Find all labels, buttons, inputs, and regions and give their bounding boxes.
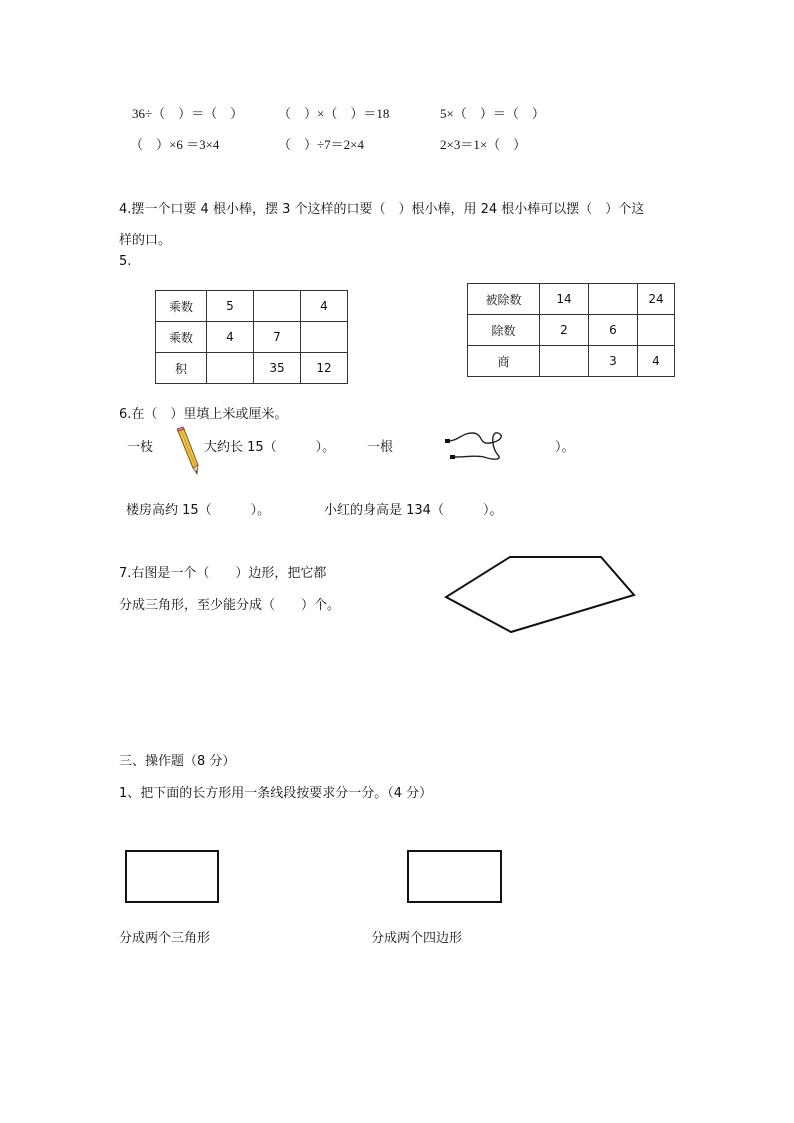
question-6-part2-suffix: ）。 [555, 440, 575, 455]
rectangle-left[interactable] [125, 850, 219, 903]
table-cell: 商 [468, 346, 540, 377]
table-cell: 4 [301, 291, 348, 322]
table-cell[interactable] [207, 353, 254, 384]
table-cell[interactable] [638, 315, 675, 346]
pentagon-shape [440, 553, 640, 637]
table-cell[interactable] [254, 291, 301, 322]
equation-2-2: （ ）÷7＝2×4 [278, 137, 364, 152]
question-4-line1: 4.摆一个口要 4 根小棒，摆 3 个这样的口要（ ）根小棒，用 24 根小棒可以摆（ ）个这 [119, 202, 645, 217]
division-table [467, 283, 675, 377]
question-6-part2-prefix: 一根 [367, 440, 394, 455]
section-3-title: 三、操作题（8 分） [119, 754, 236, 769]
caption-right: 分成两个四边形 [371, 931, 463, 946]
table-cell: 乘数 [156, 291, 207, 322]
table-cell[interactable] [540, 346, 589, 377]
table-cell: 12 [301, 353, 348, 384]
question-6-part1-suffix: 大约长 15（ ）。 [204, 440, 336, 455]
equation-2-3: 2×3＝1×（ ） [440, 137, 527, 152]
question-6-part4: 小红的身高是 134（ ）。 [324, 503, 503, 518]
pencil-icon [172, 427, 202, 477]
table-cell[interactable] [301, 322, 348, 353]
rectangle-right[interactable] [407, 850, 502, 903]
table-cell: 4 [638, 346, 675, 377]
question-4-line2: 样的口。 [119, 233, 172, 248]
table-cell[interactable] [589, 284, 638, 315]
table-cell: 被除数 [468, 284, 540, 315]
multiplication-table [155, 290, 348, 384]
equation-1-1: 36÷（ ）＝（ ） [132, 106, 244, 121]
section-3-question-1: 1、把下面的长方形用一条线段按要求分一分。（4 分） [119, 786, 433, 801]
equation-1-2: （ ）×（ ）＝18 [278, 106, 390, 121]
table-cell: 24 [638, 284, 675, 315]
table-cell: 4 [207, 322, 254, 353]
equation-2-1: （ ）×6 ＝3×4 [130, 137, 220, 152]
equation-1-3: 5×（ ）＝（ ） [440, 106, 545, 121]
question-6-part3: 楼房高约 15（ ）。 [126, 503, 271, 518]
table-cell: 5 [207, 291, 254, 322]
table-cell: 14 [540, 284, 589, 315]
table-cell: 7 [254, 322, 301, 353]
question-6-part1-prefix: 一枝 [127, 440, 154, 455]
question-7-line1: 7.右图是一个（ ）边形，把它都 [119, 566, 327, 581]
question-5-label: 5. [119, 254, 132, 269]
table-cell: 乘数 [156, 322, 207, 353]
table-cell: 除数 [468, 315, 540, 346]
question-6-title: 6.在（ ）里填上米或厘米。 [119, 407, 288, 422]
string-icon [444, 427, 510, 463]
question-7-line2: 分成三角形，至少能分成（ ）个。 [119, 598, 341, 613]
table-cell: 3 [589, 346, 638, 377]
table-cell: 6 [589, 315, 638, 346]
table-cell: 积 [156, 353, 207, 384]
table-cell: 35 [254, 353, 301, 384]
table-cell: 2 [540, 315, 589, 346]
caption-left: 分成两个三角形 [119, 931, 211, 946]
